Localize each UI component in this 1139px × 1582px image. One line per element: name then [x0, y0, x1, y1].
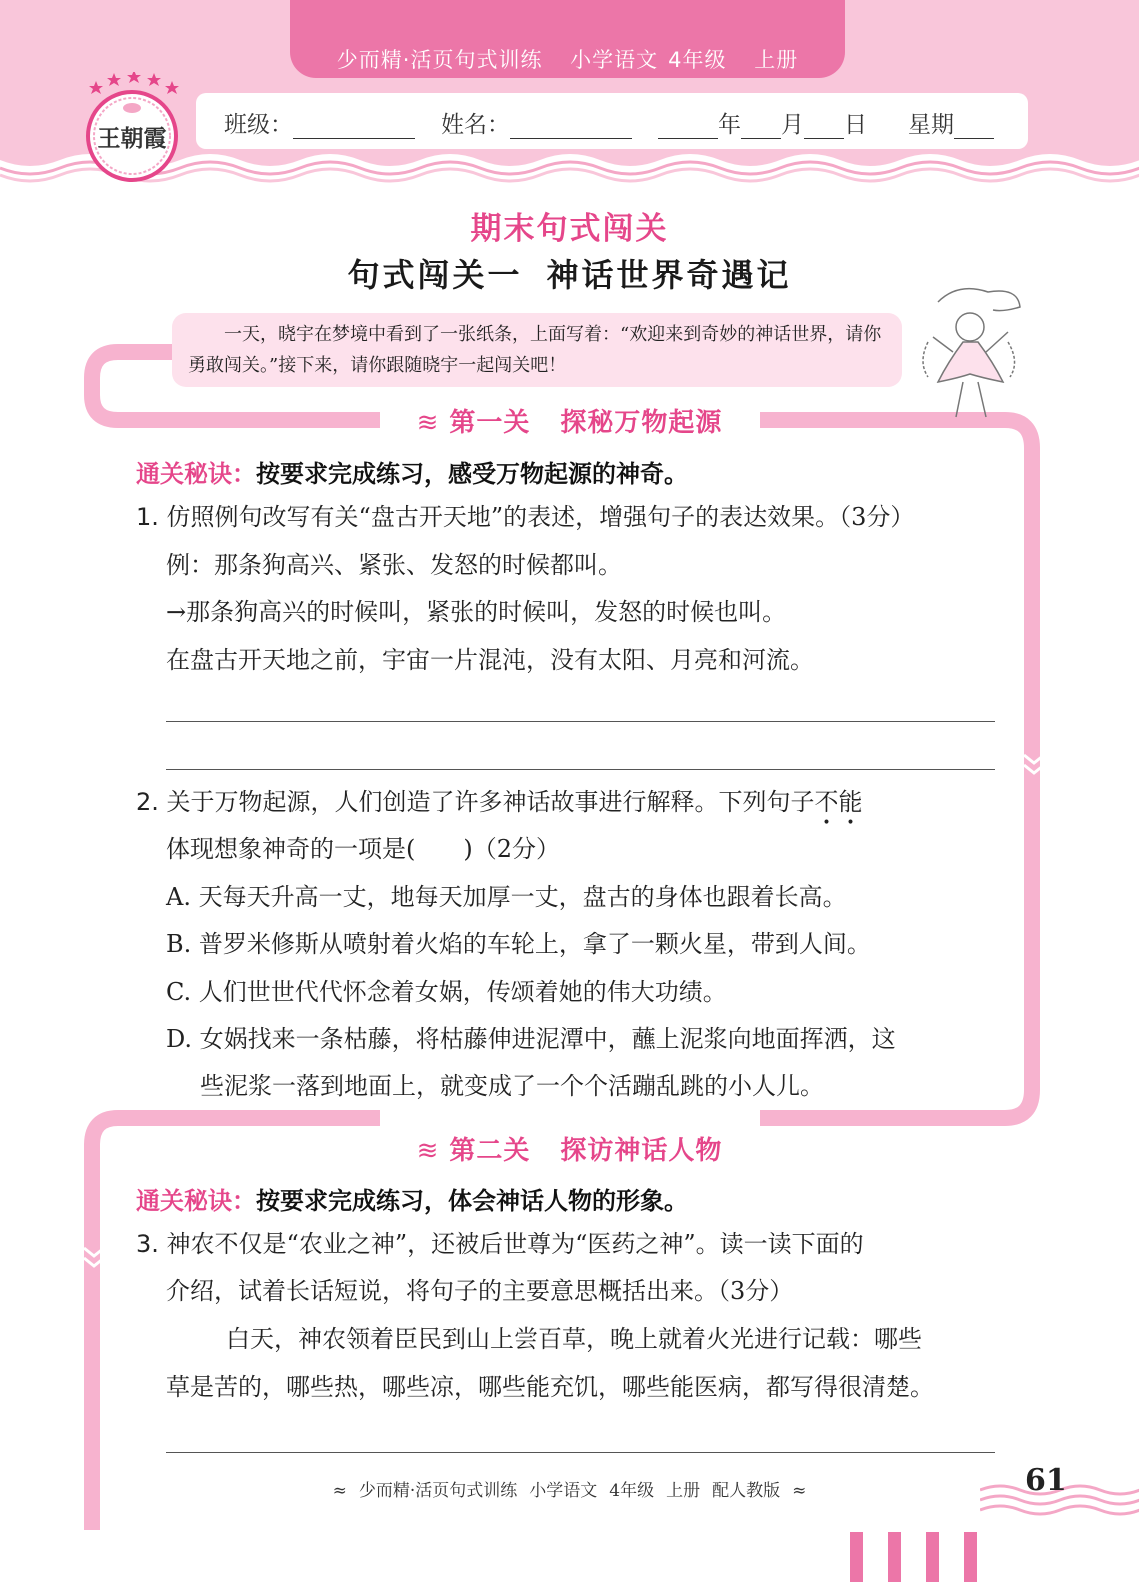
answer-line[interactable]	[166, 769, 995, 770]
section2-name: 第二关	[449, 1136, 531, 1166]
question-2	[136, 787, 863, 817]
section1-heading	[0, 402, 1139, 439]
name-input-line[interactable]	[510, 116, 632, 139]
day-label: 日	[844, 112, 867, 138]
q2-prompt-line2: 体现想象神奇的一项是( )（2分）	[166, 835, 560, 863]
section2-heading	[0, 1130, 1139, 1167]
section1-theme: 探秘万物起源	[560, 408, 723, 438]
tip-label: 通关秘诀：	[136, 1187, 256, 1215]
q1-task-sentence: 在盘古开天地之前，宇宙一片混沌，没有太阳、月亮和河流。	[166, 646, 814, 674]
footer-edition: 配人教版	[712, 1481, 781, 1501]
question-1	[136, 502, 914, 532]
q2-option-d[interactable]: D. 女娲找来一条枯藤，将枯藤伸进泥潭中，蘸上泥浆向地面挥洒，这	[166, 1025, 896, 1053]
intro-box	[172, 313, 902, 387]
q2-option-c[interactable]: C. 人们世世代代怀念着女娲，传颂着她的伟大功绩。	[166, 978, 727, 1006]
emphasis-char: 能	[838, 788, 863, 816]
question-2-prompt: 关于万物起源，人们创造了许多神话故事进行解释。下列句子	[166, 788, 815, 816]
question-1-prompt: 仿照例句改写有关“盘古开天地”的表述，增强句子的表达效果。（3分）	[166, 503, 915, 531]
intro-text: 一天，晓宇在梦境中看到了一张纸条，上面写着：“欢迎来到奇妙的神话世界，请你勇敢闯关。”接下来，请你跟随晓宇一起闯关吧！	[188, 324, 882, 376]
header-tab-text	[290, 44, 845, 74]
section1-name: 第一关	[449, 408, 531, 438]
header-subject: 小学语文	[570, 48, 659, 72]
year-label: 年	[718, 112, 741, 138]
day-input-line[interactable]	[804, 116, 844, 139]
q1-example-rewrite: →那条狗高兴的时候叫，紧张的时候叫，发怒的时候也叫。	[166, 598, 787, 626]
month-label: 月	[781, 112, 804, 138]
header-grade: 4年级	[668, 48, 727, 72]
footer-bars	[850, 1532, 1000, 1582]
question-3	[136, 1229, 864, 1259]
weekday-input-line[interactable]	[954, 116, 994, 139]
student-info-box	[196, 93, 1028, 149]
footer-grade: 4年级	[609, 1481, 655, 1501]
header-term: 上册	[754, 48, 799, 72]
q3-passage-line2: 草是苦的，哪些热，哪些凉，哪些能充饥，哪些能医病，都写得很清楚。	[166, 1373, 934, 1401]
date-field	[658, 106, 867, 139]
section1-tip	[136, 454, 688, 489]
q3-passage-line1: 白天，神农领着臣民到山上尝百草，晚上就着火光进行记载：哪些	[226, 1325, 922, 1353]
section2-theme: 探访神话人物	[560, 1136, 723, 1166]
footer-subject: 小学语文	[529, 1481, 598, 1501]
question-number: 3.	[136, 1230, 159, 1258]
page-title: 期末句式闯关	[470, 211, 669, 247]
wave-icon: ≋	[416, 408, 440, 438]
logo-text: 王朝霞	[97, 125, 167, 152]
month-input-line[interactable]	[741, 116, 781, 139]
q2-option-d-cont: 些泥浆一落到地面上，就变成了一个个活蹦乱跳的小人儿。	[200, 1072, 824, 1100]
subtitle-part-a: 句式闯关一	[347, 256, 523, 294]
question-3-prompt: 神农不仅是“农业之神”，还被后世尊为“医药之神”。读一读下面的	[166, 1230, 864, 1258]
name-field	[441, 106, 632, 139]
question-number: 1.	[136, 503, 159, 531]
class-field	[224, 106, 415, 139]
tip-text: 按要求完成练习，感受万物起源的神奇。	[256, 460, 688, 488]
wave-icon: ≈	[332, 1481, 347, 1501]
year-input-line[interactable]	[658, 116, 718, 139]
wave-icon: ≈	[792, 1481, 807, 1501]
tip-text: 按要求完成练习，体会神话人物的形象。	[256, 1187, 688, 1215]
weekday-field	[908, 106, 994, 139]
wave-icon: ≋	[416, 1136, 440, 1166]
footer-term: 上册	[666, 1481, 701, 1501]
page-number: 61	[1025, 1463, 1067, 1498]
footer-series: 少而精·活页句式训练	[358, 1481, 518, 1501]
subtitle-part-b: 神话世界奇遇记	[546, 256, 792, 294]
footer-text	[0, 1476, 1139, 1501]
name-label: 姓名：	[441, 112, 510, 138]
class-label: 班级：	[224, 112, 293, 138]
q2-option-b[interactable]: B. 普罗米修斯从喷射着火焰的车轮上，拿了一颗火星，带到人间。	[166, 930, 871, 958]
question-number: 2.	[136, 788, 159, 816]
header-series: 少而精·活页句式训练	[336, 48, 543, 72]
fairy-illustration	[908, 282, 1033, 422]
q3-prompt-line2: 介绍，试着长话短说，将句子的主要意思概括出来。（3分）	[166, 1277, 794, 1305]
q1-example: 例：那条狗高兴、紧张、发怒的时候都叫。	[166, 551, 622, 579]
section2-tip	[136, 1181, 688, 1216]
weekday-label: 星期	[908, 112, 954, 138]
footer-divider	[166, 1452, 995, 1453]
emphasis-char: 不	[814, 788, 839, 816]
tip-label: 通关秘诀：	[136, 460, 256, 488]
q2-option-a[interactable]: A. 天每天升高一丈，地每天加厚一丈，盘古的身体也跟着长高。	[166, 883, 847, 911]
answer-line[interactable]	[166, 721, 995, 722]
class-input-line[interactable]	[293, 116, 415, 139]
